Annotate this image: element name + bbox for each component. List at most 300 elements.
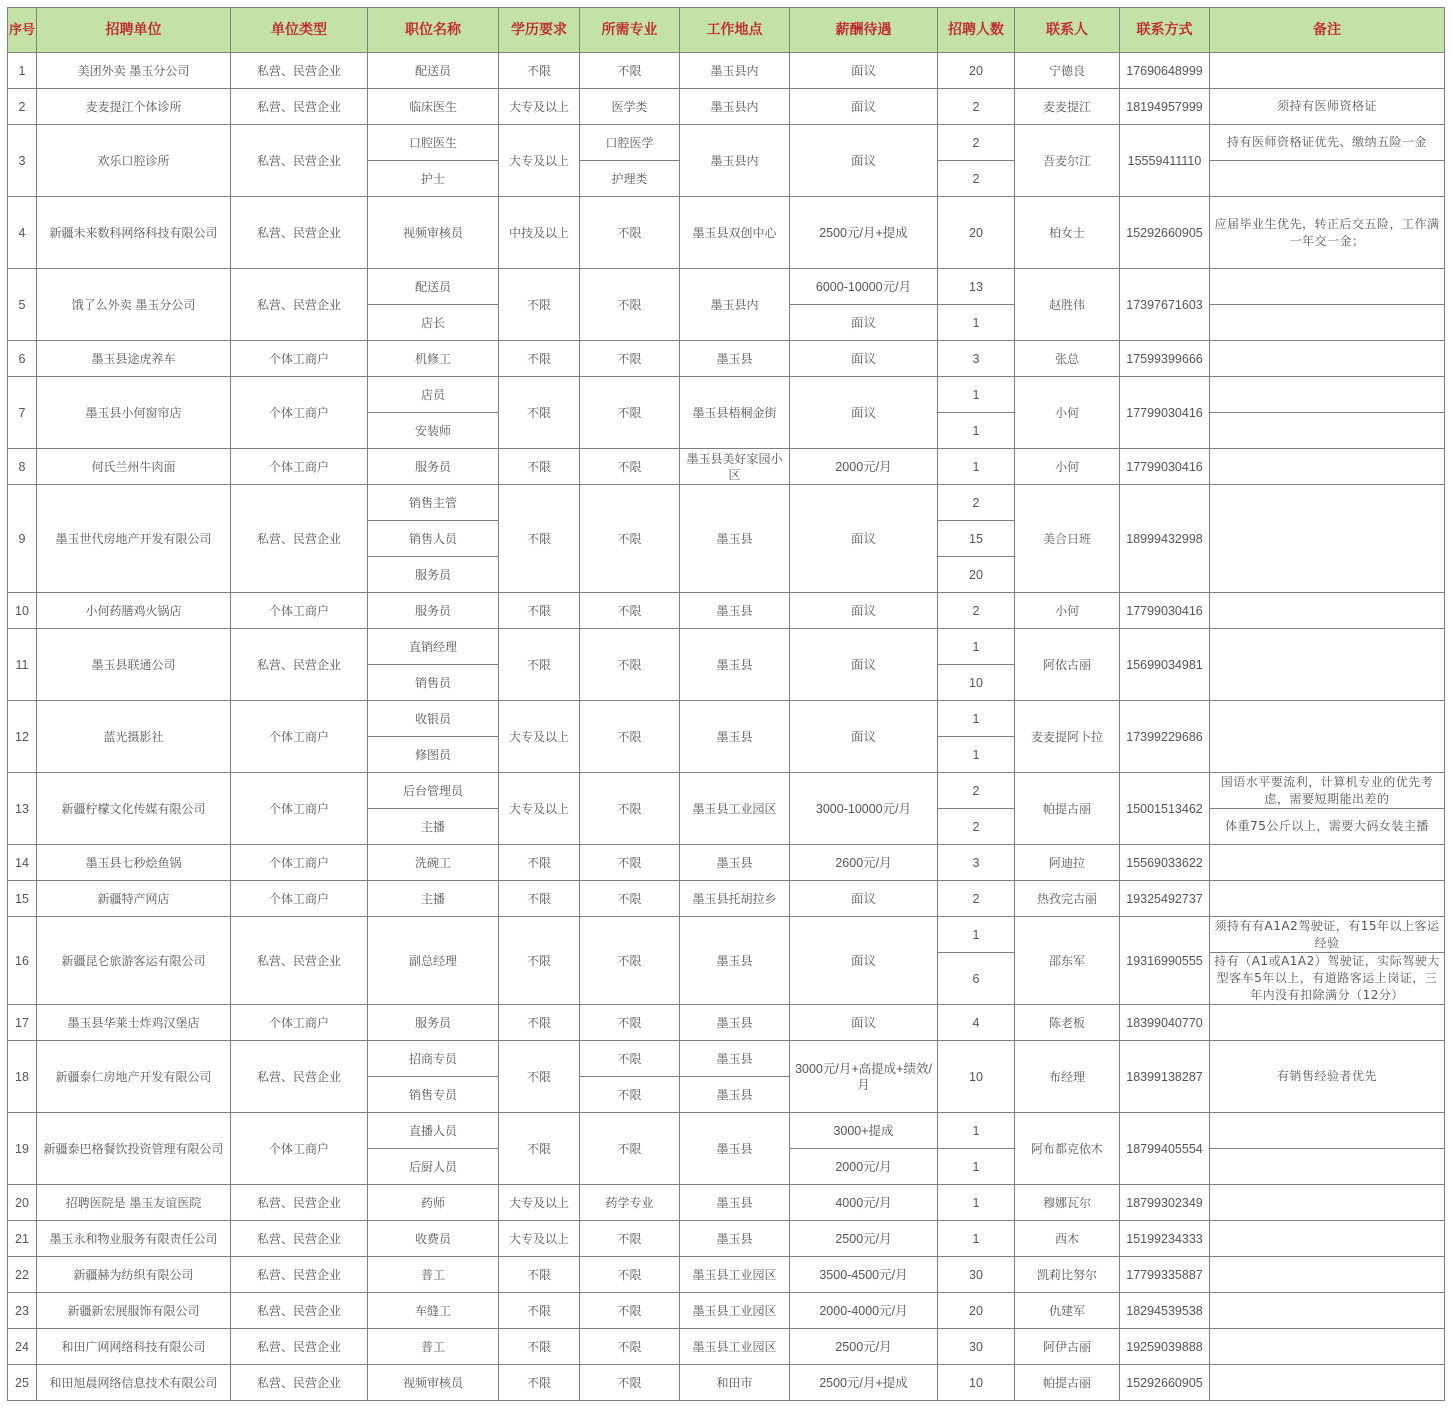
cell-count: 3	[938, 845, 1015, 881]
cell-count: 10	[938, 1365, 1015, 1401]
table-row	[8, 449, 1445, 485]
cell-type: 私营、民营企业	[231, 1293, 368, 1329]
cell-seq: 7	[8, 377, 37, 449]
cell-seq: 8	[8, 449, 37, 485]
cell-phone: 17799030416	[1120, 449, 1210, 485]
cell-title: 视频审核员	[368, 197, 499, 269]
cell-loc: 墨玉县工业园区	[680, 1257, 790, 1293]
cell-salary: 面议	[790, 341, 938, 377]
cell-major: 不限	[580, 53, 680, 89]
cell-count: 1	[938, 413, 1015, 449]
cell-count: 3	[938, 341, 1015, 377]
cell-count: 13	[938, 269, 1015, 305]
cell-contact: 凯莉比努尔	[1015, 1257, 1120, 1293]
cell-seq: 2	[8, 89, 37, 125]
cell-salary: 面议	[790, 377, 938, 449]
cell-seq: 17	[8, 1005, 37, 1041]
cell-type: 个体工商户	[231, 449, 368, 485]
cell-note	[1210, 377, 1445, 413]
cell-contact: 帕提古丽	[1015, 773, 1120, 845]
cell-type: 私营、民营企业	[231, 197, 368, 269]
cell-type: 私营、民营企业	[231, 269, 368, 341]
cell-note	[1210, 449, 1445, 485]
table-row	[8, 1257, 1445, 1293]
cell-count: 1	[938, 1149, 1015, 1185]
cell-edu: 不限	[499, 593, 580, 629]
cell-phone: 17799030416	[1120, 377, 1210, 449]
cell-phone: 15199234333	[1120, 1221, 1210, 1257]
cell-company: 新疆特产网店	[37, 881, 231, 917]
cell-major: 不限	[580, 629, 680, 701]
cell-count: 30	[938, 1329, 1015, 1365]
cell-type: 私营、民营企业	[231, 89, 368, 125]
cell-type: 个体工商户	[231, 377, 368, 449]
cell-major: 不限	[580, 1077, 680, 1113]
cell-note	[1210, 53, 1445, 89]
cell-title: 普工	[368, 1257, 499, 1293]
cell-company: 墨玉县联通公司	[37, 629, 231, 701]
cell-company: 墨玉县途虎养车	[37, 341, 231, 377]
cell-loc: 墨玉县	[680, 1005, 790, 1041]
cell-salary: 3500-4500元/月	[790, 1257, 938, 1293]
cell-type: 私营、民营企业	[231, 1185, 368, 1221]
cell-loc: 墨玉县	[680, 917, 790, 1005]
cell-major: 不限	[580, 773, 680, 845]
cell-seq: 23	[8, 1293, 37, 1329]
cell-phone: 18399040770	[1120, 1005, 1210, 1041]
cell-title: 收费员	[368, 1221, 499, 1257]
cell-title: 招商专员	[368, 1041, 499, 1077]
cell-edu: 不限	[499, 341, 580, 377]
cell-type: 个体工商户	[231, 1005, 368, 1041]
cell-note	[1210, 593, 1445, 629]
cell-salary: 2500元/月+提成	[790, 197, 938, 269]
cell-note	[1210, 1365, 1445, 1401]
table-row	[8, 1185, 1445, 1221]
cell-seq: 1	[8, 53, 37, 89]
cell-salary: 面议	[790, 701, 938, 773]
cell-edu: 不限	[499, 1293, 580, 1329]
cell-salary: 面议	[790, 485, 938, 593]
cell-salary: 面议	[790, 89, 938, 125]
cell-company: 欢乐口腔诊所	[37, 125, 231, 197]
cell-count: 1	[938, 701, 1015, 737]
cell-major: 不限	[580, 701, 680, 773]
cell-major: 不限	[580, 269, 680, 341]
cell-seq: 16	[8, 917, 37, 1005]
cell-type: 个体工商户	[231, 1113, 368, 1185]
cell-type: 个体工商户	[231, 773, 368, 845]
cell-title: 临床医生	[368, 89, 499, 125]
header-salary: 薪酬待遇	[790, 8, 938, 53]
cell-phone: 17799335887	[1120, 1257, 1210, 1293]
cell-note	[1210, 1185, 1445, 1221]
cell-title: 修图员	[368, 737, 499, 773]
cell-loc: 墨玉县内	[680, 89, 790, 125]
cell-major: 医学类	[580, 89, 680, 125]
cell-contact: 阿迪拉	[1015, 845, 1120, 881]
cell-note	[1210, 629, 1445, 701]
cell-title: 主播	[368, 809, 499, 845]
cell-major: 护理类	[580, 161, 680, 197]
cell-count: 2	[938, 89, 1015, 125]
cell-contact: 麦麦提江	[1015, 89, 1120, 125]
cell-company: 和田广网网络科技有限公司	[37, 1329, 231, 1365]
cell-edu: 中技及以上	[499, 197, 580, 269]
cell-company: 新疆昆仑旅游客运有限公司	[37, 917, 231, 1005]
cell-count: 2	[938, 773, 1015, 809]
cell-type: 个体工商户	[231, 881, 368, 917]
table-body	[8, 53, 1445, 1401]
table-row	[8, 1005, 1445, 1041]
cell-note	[1210, 845, 1445, 881]
cell-title: 销售人员	[368, 521, 499, 557]
table-row	[8, 1329, 1445, 1365]
cell-type: 私营、民营企业	[231, 1221, 368, 1257]
cell-salary: 2000元/月	[790, 449, 938, 485]
cell-salary: 2500元/月+提成	[790, 1365, 938, 1401]
cell-seq: 14	[8, 845, 37, 881]
cell-type: 私营、民营企业	[231, 125, 368, 197]
cell-title: 后厨人员	[368, 1149, 499, 1185]
cell-note	[1210, 701, 1445, 773]
table-row	[8, 917, 1445, 953]
table-row	[8, 701, 1445, 737]
cell-seq: 19	[8, 1113, 37, 1185]
cell-note	[1210, 1221, 1445, 1257]
cell-salary: 3000+提成	[790, 1113, 938, 1149]
cell-edu: 不限	[499, 485, 580, 593]
cell-title: 后台管理员	[368, 773, 499, 809]
cell-note	[1210, 1149, 1445, 1185]
cell-count: 1	[938, 1221, 1015, 1257]
cell-note: 持有医师资格证优先、缴纳五险一金	[1210, 125, 1445, 161]
table-row	[8, 593, 1445, 629]
cell-note	[1210, 341, 1445, 377]
cell-contact: 阿依古丽	[1015, 629, 1120, 701]
cell-contact: 吾麦尔江	[1015, 125, 1120, 197]
cell-salary: 面议	[790, 629, 938, 701]
cell-edu: 不限	[499, 1365, 580, 1401]
cell-edu: 不限	[499, 629, 580, 701]
cell-title: 普工	[368, 1329, 499, 1365]
cell-major: 不限	[580, 1293, 680, 1329]
cell-loc: 墨玉县美好家园小区	[680, 449, 790, 485]
cell-seq: 12	[8, 701, 37, 773]
cell-major: 不限	[580, 593, 680, 629]
cell-contact: 阿布都克依木	[1015, 1113, 1120, 1185]
cell-contact: 西木	[1015, 1221, 1120, 1257]
header-contact: 联系人	[1015, 8, 1120, 53]
cell-salary: 面议	[790, 881, 938, 917]
cell-contact: 陈老板	[1015, 1005, 1120, 1041]
cell-title: 销售员	[368, 665, 499, 701]
cell-edu: 不限	[499, 1005, 580, 1041]
cell-contact: 阿伊古丽	[1015, 1329, 1120, 1365]
cell-salary: 2500元/月	[790, 1221, 938, 1257]
cell-seq: 20	[8, 1185, 37, 1221]
cell-contact: 小何	[1015, 377, 1120, 449]
cell-edu: 不限	[499, 53, 580, 89]
cell-edu: 不限	[499, 1113, 580, 1185]
cell-loc: 墨玉县内	[680, 125, 790, 197]
table-row	[8, 1221, 1445, 1257]
cell-major: 药学专业	[580, 1185, 680, 1221]
cell-major: 不限	[580, 449, 680, 485]
cell-major: 不限	[580, 1257, 680, 1293]
cell-seq: 10	[8, 593, 37, 629]
header-type: 单位类型	[231, 8, 368, 53]
table-row	[8, 377, 1445, 413]
cell-company: 墨玉县小何窗帘店	[37, 377, 231, 449]
cell-count: 20	[938, 1293, 1015, 1329]
cell-loc: 和田市	[680, 1365, 790, 1401]
cell-count: 6	[938, 953, 1015, 1005]
cell-type: 个体工商户	[231, 341, 368, 377]
cell-count: 15	[938, 521, 1015, 557]
cell-salary: 2000-4000元/月	[790, 1293, 938, 1329]
header-seq: 序号	[8, 8, 37, 53]
cell-count: 1	[938, 1185, 1015, 1221]
cell-salary: 面议	[790, 125, 938, 197]
cell-salary: 面议	[790, 917, 938, 1005]
cell-count: 1	[938, 737, 1015, 773]
cell-company: 何氏兰州牛肉面	[37, 449, 231, 485]
cell-phone: 18999432998	[1120, 485, 1210, 593]
cell-major: 不限	[580, 377, 680, 449]
cell-type: 私营、民营企业	[231, 1257, 368, 1293]
cell-contact: 麦麦提阿卜拉	[1015, 701, 1120, 773]
cell-note	[1210, 1005, 1445, 1041]
cell-company: 新疆未来数科网络科技有限公司	[37, 197, 231, 269]
cell-contact: 张总	[1015, 341, 1120, 377]
cell-contact: 布经理	[1015, 1041, 1120, 1113]
cell-salary: 3000元/月+高提成+绩效/月	[790, 1041, 938, 1113]
cell-major: 不限	[580, 845, 680, 881]
cell-major: 不限	[580, 1041, 680, 1077]
cell-edu: 不限	[499, 881, 580, 917]
cell-loc: 墨玉县	[680, 1113, 790, 1185]
cell-major: 不限	[580, 1221, 680, 1257]
cell-count: 1	[938, 917, 1015, 953]
cell-title: 主播	[368, 881, 499, 917]
cell-loc: 墨玉县梧桐金街	[680, 377, 790, 449]
cell-count: 20	[938, 197, 1015, 269]
cell-loc: 墨玉县	[680, 629, 790, 701]
cell-type: 私营、民营企业	[231, 629, 368, 701]
cell-note: 有销售经验者优先	[1210, 1041, 1445, 1113]
header-company: 招聘单位	[37, 8, 231, 53]
table-row	[8, 125, 1445, 161]
table-row	[8, 485, 1445, 521]
cell-count: 2	[938, 161, 1015, 197]
cell-phone: 15569033622	[1120, 845, 1210, 881]
cell-edu: 大专及以上	[499, 125, 580, 197]
cell-title: 配送员	[368, 269, 499, 305]
cell-title: 护士	[368, 161, 499, 197]
cell-company: 新疆赫为纺织有限公司	[37, 1257, 231, 1293]
cell-company: 和田旭晨网络信息技术有限公司	[37, 1365, 231, 1401]
cell-type: 个体工商户	[231, 845, 368, 881]
cell-loc: 墨玉县工业园区	[680, 1293, 790, 1329]
table-row	[8, 629, 1445, 665]
cell-company: 墨玉世代房地产开发有限公司	[37, 485, 231, 593]
cell-seq: 18	[8, 1041, 37, 1113]
cell-title: 服务员	[368, 593, 499, 629]
cell-edu: 大专及以上	[499, 1221, 580, 1257]
cell-note: 持有（A1或A1A2）驾驶证，实际驾驶大型客车5年以上，有道路客运上岗证，三年内没有扣除满分（12分）	[1210, 953, 1445, 1005]
cell-note	[1210, 1329, 1445, 1365]
cell-phone: 17397671603	[1120, 269, 1210, 341]
cell-note	[1210, 413, 1445, 449]
cell-type: 私营、民营企业	[231, 485, 368, 593]
cell-edu: 不限	[499, 1257, 580, 1293]
cell-title: 销售专员	[368, 1077, 499, 1113]
cell-type: 私营、民营企业	[231, 1041, 368, 1113]
cell-count: 2	[938, 593, 1015, 629]
cell-company: 麦麦提江个体诊所	[37, 89, 231, 125]
cell-note	[1210, 1113, 1445, 1149]
cell-contact: 赵胜伟	[1015, 269, 1120, 341]
header-major: 所需专业	[580, 8, 680, 53]
cell-title: 直播人员	[368, 1113, 499, 1149]
cell-salary: 面议	[790, 593, 938, 629]
cell-phone: 17599399666	[1120, 341, 1210, 377]
cell-salary: 3000-10000元/月	[790, 773, 938, 845]
cell-seq: 15	[8, 881, 37, 917]
cell-title: 店长	[368, 305, 499, 341]
cell-loc: 墨玉县工业园区	[680, 773, 790, 845]
cell-company: 新疆新宏展服饰有限公司	[37, 1293, 231, 1329]
cell-note	[1210, 161, 1445, 197]
cell-count: 1	[938, 377, 1015, 413]
table-row	[8, 1365, 1445, 1401]
cell-loc: 墨玉县	[680, 593, 790, 629]
cell-type: 个体工商户	[231, 593, 368, 629]
cell-major: 不限	[580, 485, 680, 593]
cell-loc: 墨玉县	[680, 1221, 790, 1257]
cell-count: 10	[938, 665, 1015, 701]
cell-count: 10	[938, 1041, 1015, 1113]
cell-note	[1210, 269, 1445, 305]
cell-seq: 13	[8, 773, 37, 845]
cell-seq: 9	[8, 485, 37, 593]
cell-salary: 2600元/月	[790, 845, 938, 881]
cell-type: 私营、民营企业	[231, 1365, 368, 1401]
cell-phone: 17799030416	[1120, 593, 1210, 629]
cell-phone: 18799302349	[1120, 1185, 1210, 1221]
cell-note: 体重75公斤以上，需要大码女装主播	[1210, 809, 1445, 845]
cell-edu: 不限	[499, 1041, 580, 1113]
cell-title: 配送员	[368, 53, 499, 89]
cell-seq: 24	[8, 1329, 37, 1365]
cell-loc: 墨玉县内	[680, 269, 790, 341]
table-row	[8, 53, 1445, 89]
cell-contact: 美合日班	[1015, 485, 1120, 593]
table-row	[8, 881, 1445, 917]
cell-title: 店员	[368, 377, 499, 413]
cell-contact: 热孜完古丽	[1015, 881, 1120, 917]
cell-title: 副总经理	[368, 917, 499, 1005]
cell-phone: 19325492737	[1120, 881, 1210, 917]
cell-phone: 15559411110	[1120, 125, 1210, 197]
cell-major: 不限	[580, 1365, 680, 1401]
cell-company: 饿了么外卖 墨玉分公司	[37, 269, 231, 341]
cell-loc: 墨玉县内	[680, 53, 790, 89]
cell-contact: 邵东军	[1015, 917, 1120, 1005]
cell-count: 4	[938, 1005, 1015, 1041]
cell-seq: 21	[8, 1221, 37, 1257]
cell-title: 洗碗工	[368, 845, 499, 881]
cell-company: 新疆柠檬文化传媒有限公司	[37, 773, 231, 845]
cell-company: 招聘医院是 墨玉友谊医院	[37, 1185, 231, 1221]
cell-seq: 11	[8, 629, 37, 701]
cell-title: 销售主管	[368, 485, 499, 521]
cell-phone: 15292660905	[1120, 197, 1210, 269]
cell-loc: 墨玉县	[680, 1077, 790, 1113]
cell-company: 新疆泰仁房地产开发有限公司	[37, 1041, 231, 1113]
cell-type: 私营、民营企业	[231, 53, 368, 89]
cell-major: 不限	[580, 1005, 680, 1041]
cell-edu: 不限	[499, 269, 580, 341]
cell-salary: 面议	[790, 305, 938, 341]
cell-major: 不限	[580, 881, 680, 917]
cell-company: 新疆泰巴格餐饮投资管理有限公司	[37, 1113, 231, 1185]
cell-major: 口腔医学	[580, 125, 680, 161]
cell-seq: 25	[8, 1365, 37, 1401]
cell-note: 须持有医师资格证	[1210, 89, 1445, 125]
cell-company: 墨玉县华莱士炸鸡汉堡店	[37, 1005, 231, 1041]
cell-count: 20	[938, 53, 1015, 89]
cell-title: 安装师	[368, 413, 499, 449]
cell-loc: 墨玉县工业园区	[680, 1329, 790, 1365]
cell-type: 个体工商户	[231, 701, 368, 773]
cell-company: 小何药膳鸡火锅店	[37, 593, 231, 629]
cell-edu: 不限	[499, 1329, 580, 1365]
table-row	[8, 341, 1445, 377]
cell-count: 2	[938, 485, 1015, 521]
cell-edu: 不限	[499, 449, 580, 485]
cell-loc: 墨玉县	[680, 1041, 790, 1077]
cell-edu: 大专及以上	[499, 89, 580, 125]
cell-phone: 18194957999	[1120, 89, 1210, 125]
header-location: 工作地点	[680, 8, 790, 53]
cell-count: 2	[938, 125, 1015, 161]
cell-count: 20	[938, 557, 1015, 593]
table-row	[8, 845, 1445, 881]
cell-phone: 18294539538	[1120, 1293, 1210, 1329]
table-row	[8, 89, 1445, 125]
cell-salary: 6000-10000元/月	[790, 269, 938, 305]
cell-title: 视频审核员	[368, 1365, 499, 1401]
cell-edu: 不限	[499, 845, 580, 881]
cell-title: 服务员	[368, 1005, 499, 1041]
cell-seq: 6	[8, 341, 37, 377]
table-row	[8, 1041, 1445, 1077]
cell-loc: 墨玉县	[680, 341, 790, 377]
table-row	[8, 269, 1445, 305]
cell-contact: 穆娜瓦尔	[1015, 1185, 1120, 1221]
cell-phone: 17690648999	[1120, 53, 1210, 89]
cell-title: 口腔医生	[368, 125, 499, 161]
cell-contact: 小何	[1015, 593, 1120, 629]
cell-phone: 15001513462	[1120, 773, 1210, 845]
cell-count: 1	[938, 305, 1015, 341]
cell-major: 不限	[580, 197, 680, 269]
cell-contact: 宁德良	[1015, 53, 1120, 89]
cell-salary: 2000元/月	[790, 1149, 938, 1185]
cell-phone: 15292660905	[1120, 1365, 1210, 1401]
